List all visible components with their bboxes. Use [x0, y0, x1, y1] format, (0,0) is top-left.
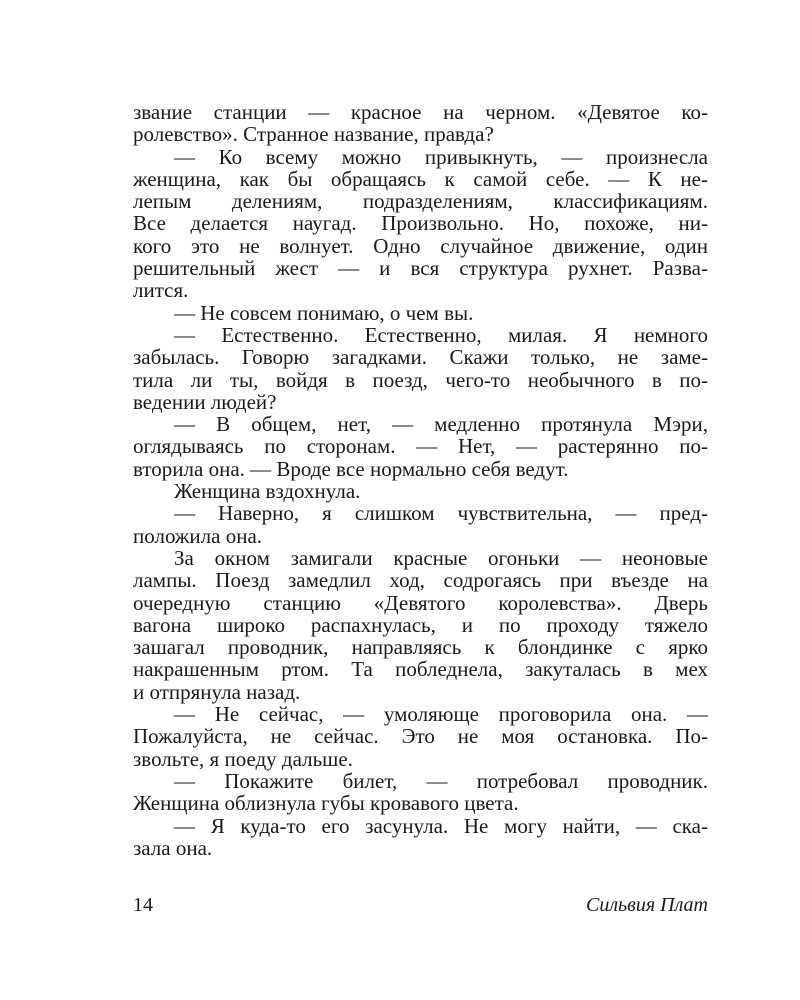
text-line: вторила она. — Вроде все нормально себя ведут.: [133, 456, 569, 481]
text-line: — Не сейчас, — умоляюще проговорила она. —: [174, 702, 708, 727]
page-number: 14: [133, 894, 153, 916]
text-line: очередную станцию «Девятого королевства». Дверь: [133, 590, 708, 615]
text-line: — Покажите билет, — потребовал проводник.: [174, 768, 708, 793]
text-line: оглядываясь по сторонам. — Нет, — растерянно по-: [133, 434, 708, 459]
text-line: звание станции — красное на черном. «Девятое ко-: [133, 100, 708, 124]
text-line: Женщина облизнула губы кровавого цвета.: [133, 791, 519, 816]
text-line: зала она.: [133, 835, 213, 860]
text-line: ролевство». Странное название, правда?: [133, 122, 494, 147]
running-footer-author: Сильвия Плат: [586, 894, 708, 916]
text-line: — Я куда-то его засунула. Не могу найти, — ска-: [174, 813, 708, 838]
text-line: Все делается наугад. Произвольно. Но, похоже, ни-: [133, 211, 708, 236]
text-line: и отпрянула назад.: [133, 679, 301, 704]
text-line: ведении людей?: [133, 389, 277, 414]
text-line: — Не совсем понимаю, о чем вы.: [174, 300, 474, 325]
body-text: [133, 101, 708, 859]
text-line: — Наверно, я слишком чувствительна, — пред-: [174, 501, 708, 526]
text-line: решительный жест — и вся структура рухнет. Разва-: [133, 256, 708, 281]
text-line: забылась. Говорю загадками. Скажи только, не заме-: [133, 345, 708, 370]
text-line: лится.: [133, 278, 189, 303]
text-line: вагона широко распахнулась, и по проходу тяжело: [133, 612, 708, 637]
text-line: Пожалуйста, не сейчас. Это не моя остановка. По-: [133, 724, 708, 749]
text-line: Женщина вздохнула.: [174, 479, 361, 504]
text-line: лампы. Поезд замедлил ход, содрогаясь при въезде на: [133, 568, 708, 593]
text-line: накрашенным ртом. Та побледнела, закуталась в мех: [133, 657, 708, 682]
text-line: кого это не волнует. Одно случайное движение, один: [133, 233, 708, 258]
text-line: тила ли ты, войдя в поезд, чего-то необычного в по-: [133, 367, 708, 392]
text-line: — Естественно. Естественно, милая. Я немного: [174, 322, 708, 347]
page-footer: [133, 894, 708, 918]
text-line: положила она.: [133, 523, 263, 548]
text-line: женщина, как бы обращаясь к самой себе. — К не-: [133, 166, 708, 191]
text-line: — В общем, нет, — медленно протянула Мэри,: [174, 412, 708, 437]
text-line: зашагал проводник, направляясь к блондинке с ярко: [133, 635, 708, 660]
text-line: — Ко всему можно привыкнуть, — произнесла: [174, 144, 708, 169]
text-line: звольте, я поеду дальше.: [133, 746, 353, 771]
text-line: За окном замигали красные огоньки — неоновые: [174, 545, 708, 570]
text-line: лепым делениям, подразделениям, классификациям.: [133, 189, 708, 214]
